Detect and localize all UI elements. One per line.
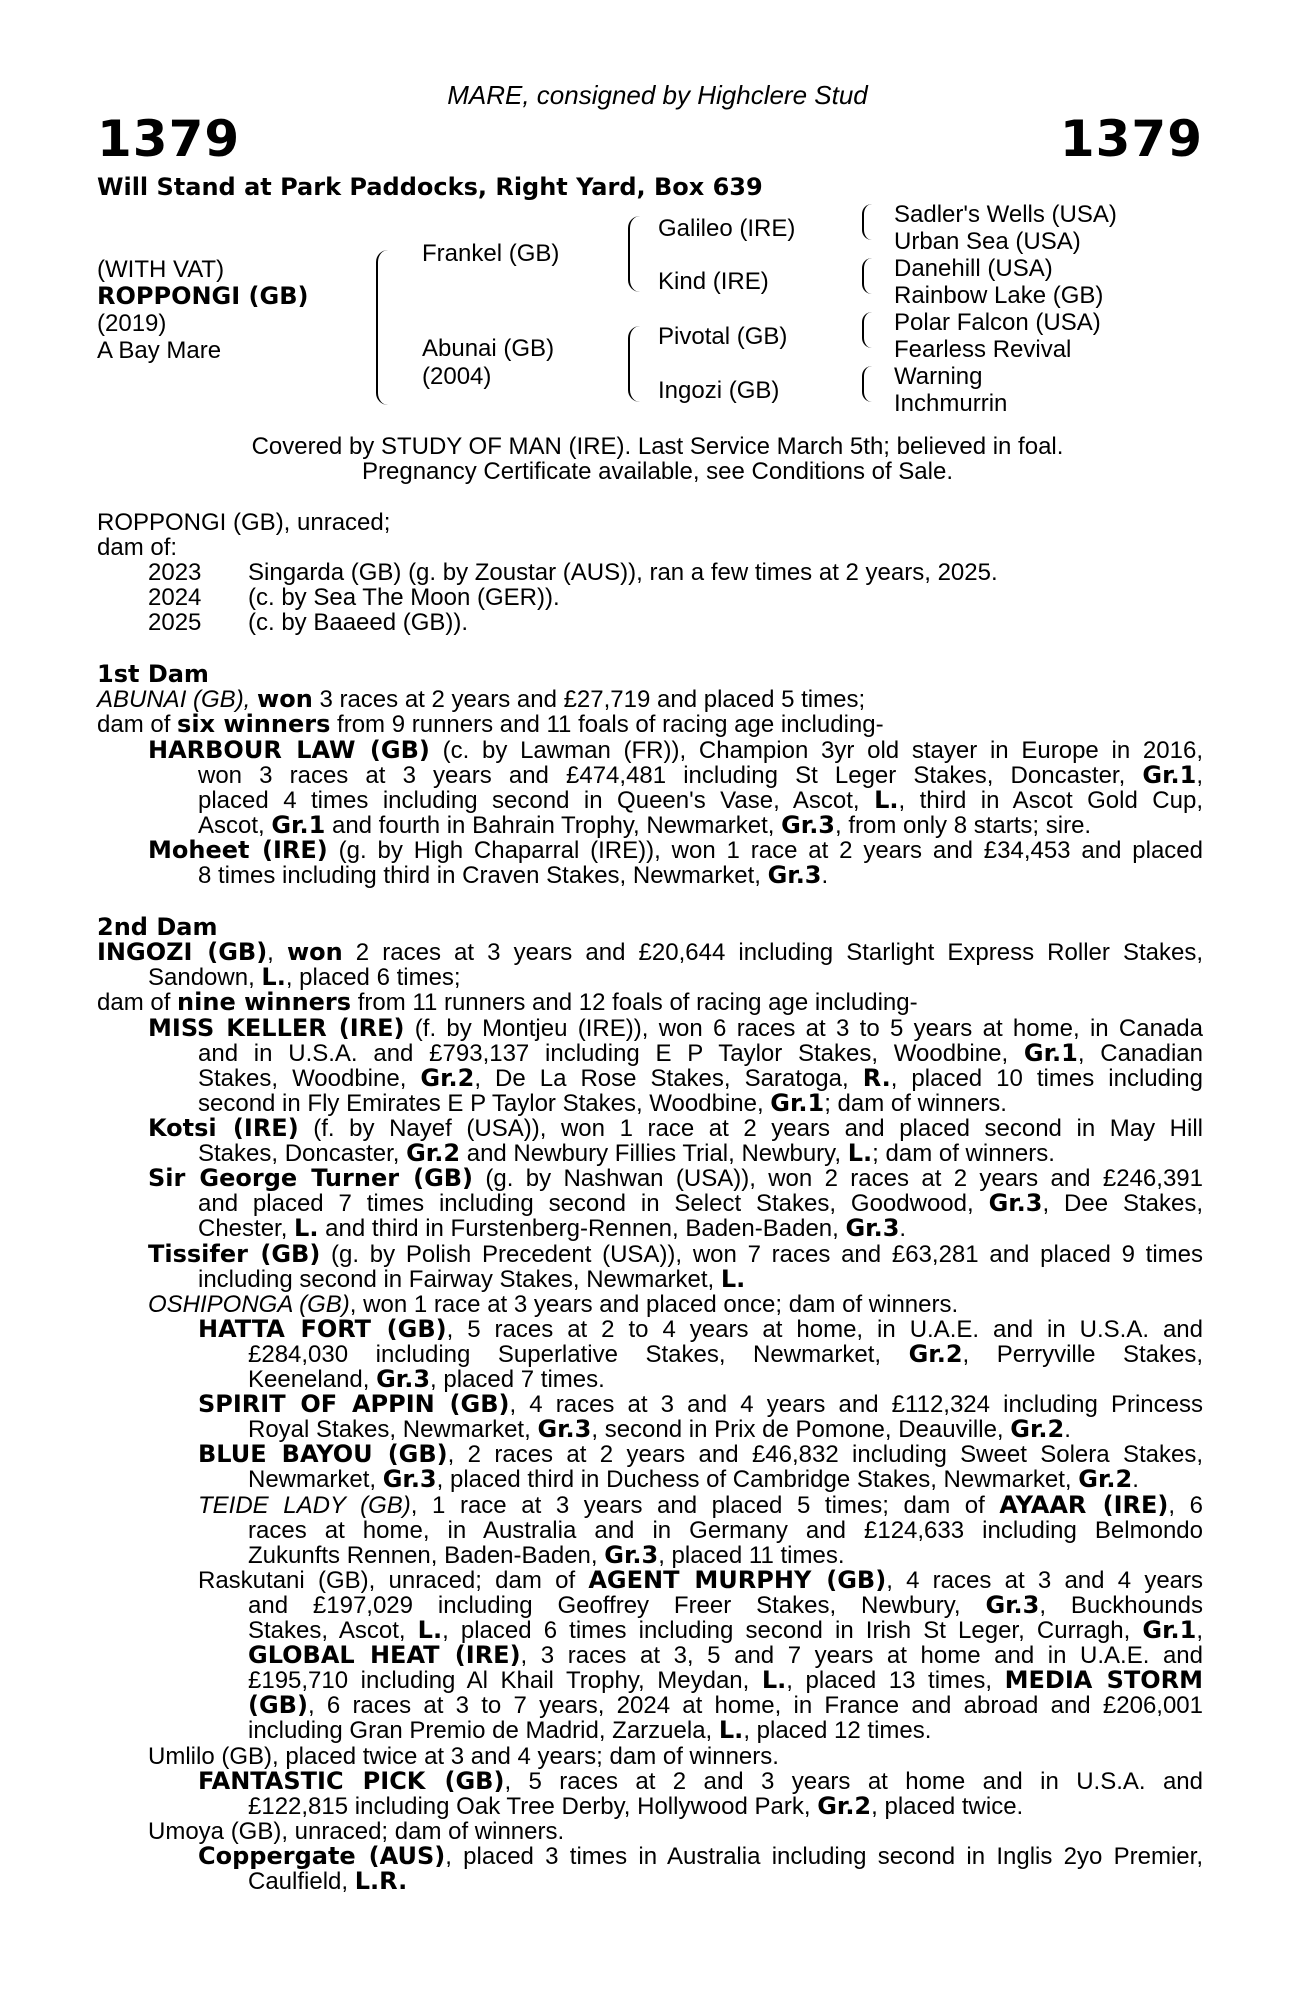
second-dam-line: dam of nine winners from 11 runners and 12 foals of racing age including- bbox=[97, 988, 918, 1016]
second-dam-line: Keeneland, Gr.3, placed 7 times. bbox=[248, 1365, 605, 1393]
second-dam-line: Sir George Turner (GB) (g. by Nashwan (USA)), won 2 races at 2 years and £246,391 bbox=[148, 1164, 1203, 1192]
second-dam-line: BLUE BAYOU (GB), 2 races at 2 years and £46,832 including Sweet Solera Stakes, bbox=[198, 1440, 1203, 1468]
second-dam-line: INGOZI (GB), won 2 races at 3 years and £20,644 including Starlight Express Roller Stakes, bbox=[97, 938, 1204, 966]
first-dam-line: 8 times including third in Craven Stakes, Newmarket, Gr.3. bbox=[198, 861, 829, 889]
second-dam-line: £195,710 including Al Khail Trophy, Meydan, L., placed 13 times, MEDIA STORM bbox=[248, 1666, 1203, 1694]
second-dam-line: Zukunfts Rennen, Baden-Baden, Gr.3, placed 11 times. bbox=[248, 1541, 845, 1569]
second-dam-line: Caulfield, L.R. bbox=[248, 1867, 408, 1895]
horse-description: A Bay Mare bbox=[97, 337, 222, 364]
first-dam-line: Moheet (IRE) (g. by High Chaparral (IRE)), won 1 race at 2 years and £34,453 and placed bbox=[148, 836, 1203, 864]
second-dam-line: Kotsi (IRE) (f. by Nayef (USA)), won 1 race at 2 years and placed second in May Hill bbox=[148, 1114, 1204, 1142]
second-dam-heading: 2nd Dam bbox=[97, 913, 218, 941]
second-dam-line: Stakes, Ascot, L., placed 6 times including second in Irish St Leger, Curragh, Gr.1, bbox=[248, 1616, 1203, 1644]
first-dam-line: Ascot, Gr.1 and fourth in Bahrain Trophy, Newmarket, Gr.3, from only 8 starts; sire. bbox=[198, 811, 1092, 839]
first-dam-line: won 3 races at 3 years and £474,481 including St Leger Stakes, Doncaster, Gr.1, bbox=[198, 761, 1203, 789]
first-dam-line: placed 4 times including second in Queen's Vase, Ascot, L., third in Ascot Gold Cup, bbox=[198, 786, 1203, 814]
second-dam-line: Umoya (GB), unraced; dam of winners. bbox=[148, 1818, 565, 1845]
second-dam-line: Stakes, Woodbine, Gr.2, De La Rose Stakes, Saratoga, R., placed 10 times including bbox=[198, 1064, 1203, 1092]
pedigree-ggs-8: Inchmurrin bbox=[894, 390, 1008, 417]
second-dam-line: races at home, in Australia and in Germany and £124,633 including Belmondo bbox=[248, 1517, 1203, 1544]
horse-name: ROPPONGI (GB) bbox=[97, 282, 309, 310]
second-dam-line: Raskutani (GB), unraced; dam of AGENT MURPHY (GB), 4 races at 3 and 4 years bbox=[198, 1566, 1204, 1594]
second-dam-line: MISS KELLER (IRE) (f. by Montjeu (IRE)), won 6 races at 3 to 5 years at home, in Canada bbox=[148, 1014, 1203, 1042]
pedigree-gs-2: Kind (IRE) bbox=[658, 268, 769, 295]
pedigree-ggs-1: Sadler's Wells (USA) bbox=[894, 201, 1117, 228]
second-dam-line: Stakes, Doncaster, Gr.2 and Newbury Fillies Trial, Newbury, L.; dam of winners. bbox=[198, 1139, 1055, 1167]
pedigree-sire: Frankel (GB) bbox=[422, 240, 560, 267]
second-dam-line: (GB), 6 races at 3 to 7 years, 2024 at home, in France and abroad and £206,001 bbox=[248, 1691, 1203, 1719]
covered-line: Covered by STUDY OF MAN (IRE). Last Service March 5th; believed in foal. bbox=[251, 433, 1064, 460]
lot-number-right: 1379 bbox=[1059, 110, 1203, 168]
pedigree-gs-1: Galileo (IRE) bbox=[658, 215, 796, 242]
produce-text: (c. by Sea The Moon (GER)). bbox=[248, 584, 560, 611]
pedigree-gs-3: Pivotal (GB) bbox=[658, 323, 788, 350]
pedigree-dam: Abunai (GB) bbox=[422, 335, 555, 362]
pedigree-brace-main bbox=[376, 250, 392, 405]
first-dam-heading: 1st Dam bbox=[97, 660, 209, 688]
second-dam-line: second in Fly Emirates E P Taylor Stakes, Woodbine, Gr.1; dam of winners. bbox=[198, 1089, 1007, 1117]
produce-intro: ROPPONGI (GB), unraced; bbox=[97, 509, 391, 536]
second-dam-line: Royal Stakes, Newmarket, Gr.3, second in Prix de Pomone, Deauville, Gr.2. bbox=[248, 1415, 1071, 1443]
pedigree-ggs-7: Warning bbox=[894, 363, 983, 390]
horse-year: (2019) bbox=[97, 310, 167, 337]
pedigree-ggs-2: Urban Sea (USA) bbox=[894, 228, 1081, 255]
pedigree-ggs-5: Polar Falcon (USA) bbox=[894, 309, 1101, 336]
second-dam-line: Chester, L. and third in Furstenberg-Rennen, Baden-Baden, Gr.3. bbox=[198, 1214, 907, 1242]
pedigree-gs-4: Ingozi (GB) bbox=[658, 377, 780, 404]
pedigree-dam-year: (2004) bbox=[422, 363, 492, 390]
pregnancy-line: Pregnancy Certificate available, see Conditions of Sale. bbox=[362, 458, 953, 485]
second-dam-line: including Gran Premio de Madrid, Zarzuela, L., placed 12 times. bbox=[248, 1716, 932, 1744]
consignment-line: MARE, consigned by Highclere Stud bbox=[447, 80, 868, 110]
produce-text: (c. by Baaeed (GB)). bbox=[248, 609, 469, 636]
pedigree-brace-g1 bbox=[862, 204, 872, 240]
second-dam-line: FANTASTIC PICK (GB), 5 races at 2 and 3 years at home and in U.S.A. and bbox=[198, 1767, 1204, 1795]
horse-info bbox=[97, 256, 308, 364]
second-dam-line: SPIRIT OF APPIN (GB), 4 races at 3 and 4 years and £112,324 including Princess bbox=[198, 1390, 1203, 1418]
second-dam-line: TEIDE LADY (GB), 1 race at 3 years and placed 5 times; dam of AYAAR (IRE), 6 bbox=[198, 1491, 1204, 1519]
second-dam-line: Umlilo (GB), placed twice at 3 and 4 years; dam of winners. bbox=[148, 1743, 779, 1770]
second-dam-line: Tissifer (GB) (g. by Polish Precedent (USA)), won 7 races and £63,281 and placed 9 times bbox=[148, 1240, 1204, 1268]
pedigree-ggs-4: Rainbow Lake (GB) bbox=[894, 282, 1104, 309]
stand-location: Will Stand at Park Paddocks, Right Yard, Box 639 bbox=[97, 173, 763, 201]
second-dam-line: HATTA FORT (GB), 5 races at 2 to 4 years at home, in U.A.E. and in U.S.A. and bbox=[198, 1315, 1203, 1343]
second-dam-line: and placed 7 times including second in Select Stakes, Goodwood, Gr.3, Dee Stakes, bbox=[198, 1189, 1203, 1217]
first-dam-line: ABUNAI (GB), won 3 races at 2 years and £27,719 and placed 5 times; bbox=[97, 685, 866, 713]
second-dam-line: and in U.S.A. and £793,137 including E P Taylor Stakes, Woodbine, Gr.1, Canadian bbox=[198, 1039, 1203, 1067]
second-dam-line: OSHIPONGA (GB), won 1 race at 3 years and placed once; dam of winners. bbox=[148, 1291, 959, 1318]
second-dam-line: £122,815 including Oak Tree Derby, Hollywood Park, Gr.2, placed twice. bbox=[248, 1792, 1024, 1820]
pedigree-brace-g2 bbox=[862, 258, 872, 294]
pedigree-brace-g4 bbox=[862, 366, 872, 402]
produce-text: Singarda (GB) (g. by Zoustar (AUS)), ran a few times at 2 years, 2025. bbox=[248, 559, 998, 586]
vat-note: (WITH VAT) bbox=[97, 256, 225, 283]
pedigree-brace-dam bbox=[628, 326, 640, 402]
second-dam-line: Sandown, L., placed 6 times; bbox=[148, 963, 461, 991]
produce-dam-of: dam of: bbox=[97, 534, 178, 561]
second-dam-line: and £197,029 including Geoffrey Freer Stakes, Newbury, Gr.3, Buckhounds bbox=[248, 1591, 1203, 1619]
second-dam-line: including second in Fairway Stakes, Newmarket, L. bbox=[198, 1265, 746, 1293]
second-dam-line: £284,030 including Superlative Stakes, Newmarket, Gr.2, Perryville Stakes, bbox=[248, 1340, 1203, 1368]
pedigree-ggs-6: Fearless Revival bbox=[894, 336, 1072, 363]
second-dam-line: GLOBAL HEAT (IRE), 3 races at 3, 5 and 7 years at home and in U.A.E. and bbox=[248, 1641, 1203, 1669]
lot-number-left: 1379 bbox=[97, 110, 241, 168]
pedigree-brace-sire bbox=[628, 216, 640, 292]
produce-year: 2023 bbox=[148, 559, 202, 586]
pedigree-ggs-3: Danehill (USA) bbox=[894, 255, 1053, 282]
produce-year: 2025 bbox=[148, 609, 202, 636]
second-dam-line: Coppergate (AUS), placed 3 times in Australia including second in Inglis 2yo Premier, bbox=[198, 1842, 1203, 1870]
produce-year: 2024 bbox=[148, 584, 202, 611]
first-dam-line: dam of six winners from 9 runners and 11 foals of racing age including- bbox=[97, 710, 884, 738]
pedigree-brace-g3 bbox=[862, 312, 872, 348]
second-dam-line: Newmarket, Gr.3, placed third in Duchess of Cambridge Stakes, Newmarket, Gr.2. bbox=[248, 1465, 1139, 1493]
first-dam-line: HARBOUR LAW (GB) (c. by Lawman (FR)), Champion 3yr old stayer in Europe in 2016, bbox=[148, 736, 1203, 764]
